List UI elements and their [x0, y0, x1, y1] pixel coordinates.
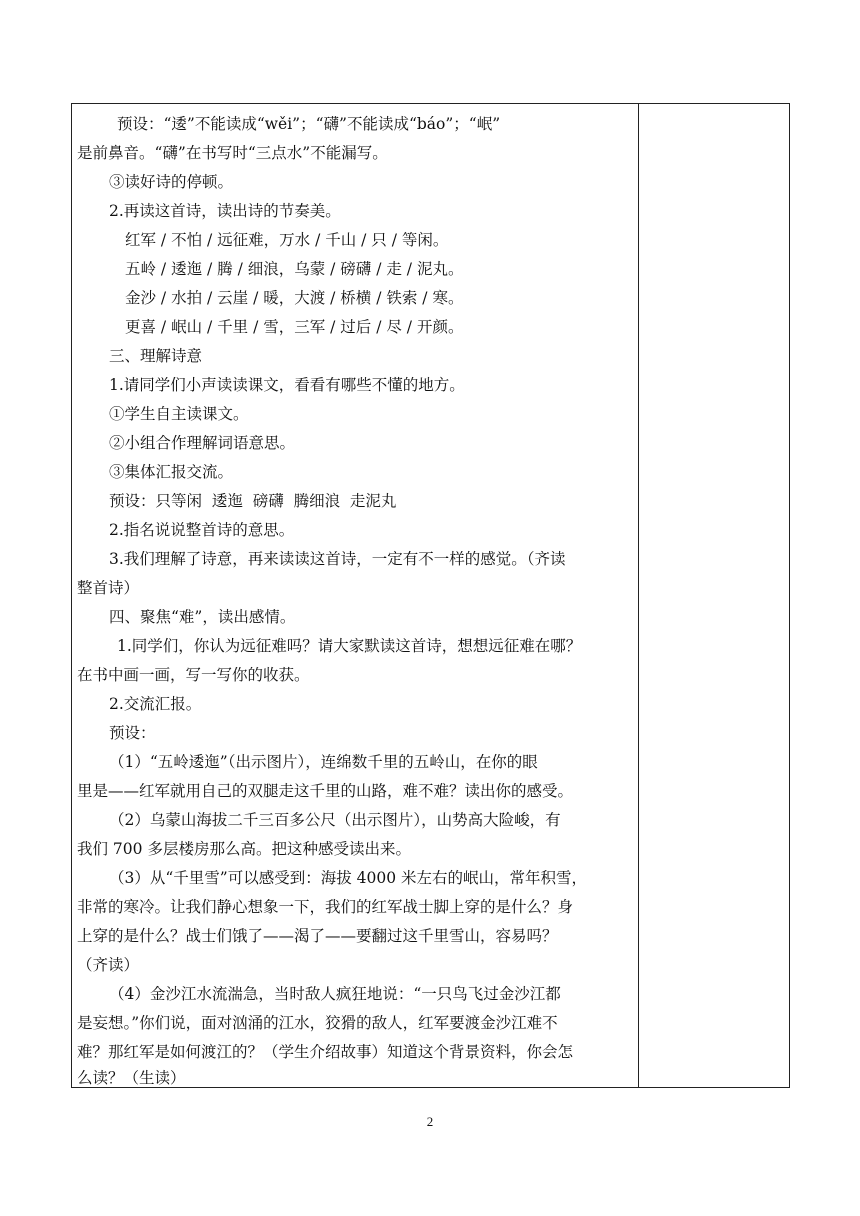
text-line: ①学生自主读课文。 — [109, 405, 249, 423]
page-number: 2 — [426, 1114, 434, 1129]
text-line: 上穿的是什么？战士们饿了——渴了——要翻过这千里雪山，容易吗？ — [77, 927, 558, 945]
text-line: 整首诗） — [77, 579, 140, 597]
text-line: 预设： — [109, 724, 156, 742]
text-line: 是前鼻音。“礴”在书写时“三点水”不能漏写。 — [77, 144, 388, 162]
text-line: 预设：只等闲 逶迤 磅礴 腾细浪 走泥丸 — [109, 492, 397, 510]
text-line: （3）从“千里雪”可以感受到：海拔 4000 米左右的岷山，常年积雪， — [109, 869, 588, 887]
notes-cell — [639, 104, 789, 1087]
text-line: 在书中画一画，写一写你的收获。 — [77, 666, 310, 684]
text-line: 么读？（生读） — [77, 1069, 186, 1087]
text-line: 2.交流汇报。 — [109, 695, 202, 713]
lesson-plan-table — [71, 103, 790, 1088]
text-line: 预设：“逶”不能读成“wěi”；“礴”不能读成“báo”；“岷” — [117, 115, 501, 133]
poem-line: 五岭 / 逶迤 / 腾 / 细浪，乌蒙 / 磅礴 / 走 / 泥丸。 — [125, 260, 464, 278]
text-line: 2.再读这首诗，读出诗的节奏美。 — [109, 202, 341, 220]
text-line: 3.我们理解了诗意，再来读读这首诗，一定有不一样的感觉。（齐读 — [109, 550, 566, 568]
text-line: （2）乌蒙山海拔二千三百多公尺（出示图片），山势高大险峻，有 — [109, 811, 561, 829]
text-line: ②小组合作理解词语意思。 — [109, 434, 296, 452]
text-line: ③集体汇报交流。 — [109, 463, 234, 481]
poem-line: 金沙 / 水拍 / 云崖 / 暖，大渡 / 桥横 / 铁索 / 寒。 — [125, 289, 464, 307]
lesson-content-cell — [72, 104, 638, 1087]
text-line: 2.指名说说整首诗的意思。 — [109, 521, 295, 539]
text-line: （4）金沙江水流湍急，当时敌人疯狂地说：“一只鸟飞过金沙江都 — [109, 985, 561, 1003]
text-line: ③读好诗的停顿。 — [109, 173, 234, 191]
text-line: 1.请同学们小声读读课文，看看有哪些不懂的地方。 — [109, 376, 465, 394]
poem-line: 红军 / 不怕 / 远征难，万水 / 千山 / 只 / 等闲。 — [125, 231, 449, 249]
section-heading: 三、理解诗意 — [109, 347, 203, 365]
text-line: 是妄想。”你们说，面对汹涌的江水，狡猾的敌人，红军要渡金沙江难不 — [77, 1014, 558, 1032]
text-line: （齐读） — [77, 956, 140, 974]
text-line: 我们 700 多层楼房那么高。把这种感受读出来。 — [77, 840, 411, 858]
section-heading: 四、聚焦“难”，读出感情。 — [109, 608, 296, 626]
text-line: 非常的寒冷。让我们静心想象一下，我们的红军战士脚上穿的是什么？身 — [77, 898, 574, 916]
text-line: （1）“五岭逶迤”（出示图片），连绵数千里的五岭山，在你的眼 — [109, 753, 538, 771]
text-line: 里是——红军就用自己的双腿走这千里的山路，难不难？读出你的感受。 — [77, 782, 574, 800]
text-line: 1.同学们，你认为远征难吗？请大家默读这首诗，想想远征难在哪？ — [117, 637, 582, 655]
poem-line: 更喜 / 岷山 / 千里 / 雪，三军 / 过后 / 尽 / 开颜。 — [125, 318, 464, 336]
text-line: 难？那红军是如何渡江的？（学生介绍故事）知道这个背景资料，你会怎 — [77, 1043, 574, 1061]
